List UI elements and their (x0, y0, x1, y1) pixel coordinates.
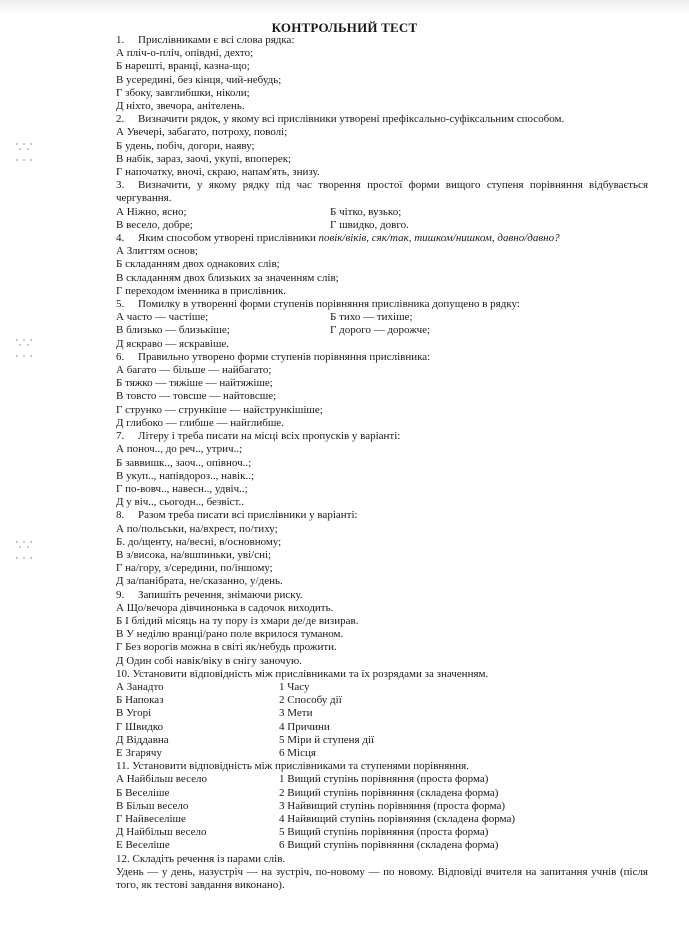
match-left: Д Віддавна (116, 733, 169, 746)
answer-option: Г Без ворогів можна в світі як/небудь прожити. (116, 641, 337, 654)
match-left: В Угорі (116, 707, 152, 720)
question-number: 5. (116, 298, 125, 311)
answer-option: А Що/вечора дівчинонька в садочок виходить. (116, 601, 334, 614)
match-right: 4 Найвищий ступінь порівняння (складена форма) (279, 812, 515, 825)
answer-option: Б складанням двох однакових слів; (116, 258, 280, 271)
question-3 (116, 179, 648, 232)
answer-option: Г збоку, завглибшки, ніколи; (116, 86, 250, 99)
answer-option: Д у віч.., сьогодн.., безвіст.. (116, 496, 245, 509)
answer-option: Д за/панібрата, не/сказанно, у/день. (116, 575, 283, 588)
match-right: 1 Вищий ступінь порівняння (проста форма) (279, 773, 489, 786)
question-number: 7. (116, 430, 125, 443)
match-right: 6 Місця (279, 746, 316, 759)
question-11 (116, 760, 648, 852)
match-row (116, 826, 648, 839)
question-number: 10. (116, 667, 130, 680)
question-text: Запишіть речення, знімаючи риску. (138, 588, 303, 601)
scan-edge (0, 0, 689, 14)
question-text: Разом треба писати всі прислівники у варіанті: (138, 509, 358, 522)
match-row (116, 707, 648, 720)
answer-option: Б чітко, вузько; (330, 205, 402, 218)
match-left: Б Напоказ (116, 694, 164, 707)
question-number: 12. (116, 852, 130, 865)
answer-option: В з/висока, на/вшпиньки, уві/сні; (116, 548, 272, 561)
question-2 (116, 113, 648, 179)
binder-hole-mark-icon (14, 338, 36, 348)
binder-hole-mark-icon (14, 354, 36, 364)
answer-option: Д Один собі навік/віку в снігу заночую. (116, 654, 302, 667)
answer-option: В товсто — товсше — найтовсше; (116, 390, 277, 403)
match-right: 5 Вищий ступінь порівняння (проста форма) (279, 826, 489, 839)
question-text: Установити відповідність між прислівниками та їх розрядами за значенням. (132, 667, 489, 680)
answer-option: В усередині, без кінця, чий-небудь; (116, 73, 282, 86)
question-5 (116, 298, 648, 351)
match-row (116, 747, 648, 760)
answer-option: Б заввишк.., заоч.., опівноч..; (116, 456, 252, 469)
answer-option: Г переходом іменника в прислівник. (116, 284, 287, 297)
task-text: Удень — у день, назустріч — на зустріч, по-новому — по новому. Відповіді вчителя на запитання учнів (після того, як тестові завдання виконано). (116, 865, 648, 891)
match-row (116, 787, 648, 800)
match-left: А Найбільш весело (116, 773, 207, 786)
answer-option: Б. до/щенту, на/весні, в/основному; (116, 535, 282, 548)
answer-option: В укуп.., напівдороз.., навік..; (116, 469, 255, 482)
answer-option: Д глибоко — глибше — найглибше. (116, 416, 284, 429)
answer-option: В весело, добре; (116, 218, 193, 231)
match-row (116, 734, 648, 747)
answer-option: Г дорого — дорожче; (330, 324, 431, 337)
match-left: Г Найвеселіше (116, 812, 186, 825)
question-text: Літеру і треба писати на місці всіх пропусків у варіанті: (138, 430, 401, 443)
question-10 (116, 668, 648, 760)
answer-option: Б удень, побіч, догори, наяву; (116, 139, 255, 152)
answer-option: Д яскраво — яскравіше. (116, 337, 230, 350)
question-number: 8. (116, 509, 125, 522)
question-4 (116, 232, 648, 298)
question-text: Визначити, у якому рядку під час творення простої форми вищого ступеня порівняння відбувається чергування. (116, 179, 648, 205)
question-text: Правильно утворено форми ступенів порівняння прислівника: (138, 350, 431, 363)
answer-option: А Увечері, забагато, потроху, поволі; (116, 126, 288, 139)
match-right: 2 Способу дії (279, 694, 342, 707)
match-right: 3 Найвищий ступінь порівняння (проста форма) (279, 799, 506, 812)
page-title: КОНТРОЛЬНИЙ ТЕСТ (271, 20, 418, 35)
answer-option: А багато — більше — найбагато; (116, 364, 272, 377)
question-text: Визначити рядок, у якому всі прислівники утворені префіксально-суфіксальним способом. (138, 113, 565, 126)
answer-option: В складанням двох близьких за значенням слів; (116, 271, 339, 284)
question-number: 2. (116, 113, 125, 126)
question-text: Яким способом утворені прислівники (138, 232, 319, 245)
match-row (116, 694, 648, 707)
answer-option: В набік, зараз, заочі, укупі, впоперек; (116, 152, 292, 165)
answer-option: Г струнко — стрункіше — найстрункішіше; (116, 403, 323, 416)
answer-option: Б тяжко — тяжіше — найтяжіше; (116, 377, 273, 390)
answer-option: Б тихо — тихіше; (330, 311, 413, 324)
match-left: Е Веселіше (116, 839, 170, 852)
answer-option: Г на/гору, з/середини, по/іншому; (116, 562, 273, 575)
question-text: Складіть речення із парами слів. (132, 852, 286, 865)
binder-hole-mark-icon (14, 142, 36, 152)
question-12 (116, 853, 648, 893)
answer-option: В близько — близькіше; (116, 324, 230, 337)
answer-option: А поноч.., до реч.., утрич..; (116, 443, 243, 456)
question-6 (116, 351, 648, 430)
match-right: 2 Вищий ступінь порівняння (складена форма) (279, 786, 499, 799)
test-content (116, 34, 648, 892)
question-text-italic: повік/віків, сяк/так, тишком/нишком, давно/давно? (318, 232, 560, 245)
match-left: Д Найбільш весело (116, 826, 207, 839)
match-left: В Більш весело (116, 799, 189, 812)
question-8 (116, 509, 648, 588)
question-number: 1. (116, 34, 125, 46)
question-number: 11. (116, 760, 130, 773)
binder-hole-mark-icon (14, 158, 36, 168)
match-right: 1 Часу (279, 680, 310, 693)
match-right: 5 Міри й ступеня дії (279, 733, 375, 746)
match-row (116, 721, 648, 734)
answer-option: Г швидко, довго. (330, 218, 409, 231)
answer-option: Г напочатку, вночі, скраю, напам'ять, знизу. (116, 166, 320, 179)
answer-option: А Ніжно, ясно; (116, 205, 187, 218)
match-row (116, 800, 648, 813)
match-row (116, 681, 648, 694)
match-row (116, 813, 648, 826)
question-1 (116, 34, 648, 113)
match-left: Г Швидко (116, 720, 164, 733)
answer-option: А Злиттям основ; (116, 245, 198, 258)
question-9 (116, 589, 648, 668)
question-text: Установити відповідність між прислівниками та ступенями порівняння. (132, 760, 469, 773)
answer-option: Г по-вовч.., навесн.., удвіч..; (116, 482, 248, 495)
answer-option: А пліч-о-пліч, опівдні, дехто; (116, 47, 254, 60)
binder-hole-mark-icon (14, 556, 36, 566)
match-right: 3 Мети (279, 707, 313, 720)
question-number: 4. (116, 232, 125, 245)
match-right: 6 Вищий ступінь порівняння (складена форма) (279, 839, 499, 852)
answer-option: В У неділю вранці/рано поле вкрилося туманом. (116, 628, 344, 641)
match-row (116, 773, 648, 786)
question-number: 3. (116, 179, 125, 192)
match-row (116, 839, 648, 852)
question-number: 6. (116, 350, 125, 363)
match-right: 4 Причини (279, 720, 330, 733)
answer-option: Б нарешті, вранці, казна-що; (116, 60, 250, 73)
match-left: Е Згарячу (116, 746, 162, 759)
question-text: Помилку в утворенні форми ступенів порівняння прислівника допущено в рядку: (138, 298, 520, 311)
match-left: А Занадто (116, 680, 164, 693)
answer-option: А часто — частіше; (116, 311, 209, 324)
question-text: Прислівниками є всі слова рядка: (138, 34, 295, 46)
question-7 (116, 430, 648, 509)
answer-option: Д ніхто, звечора, анітелень. (116, 100, 245, 113)
answer-option: А по/польськи, на/вхрест, по/тиху; (116, 522, 278, 535)
question-number: 9. (116, 588, 125, 601)
match-left: Б Веселіше (116, 786, 170, 799)
answer-option: Б І блідий місяць на ту пору із хмари де/де визирав. (116, 614, 359, 627)
binder-hole-mark-icon (14, 540, 36, 550)
